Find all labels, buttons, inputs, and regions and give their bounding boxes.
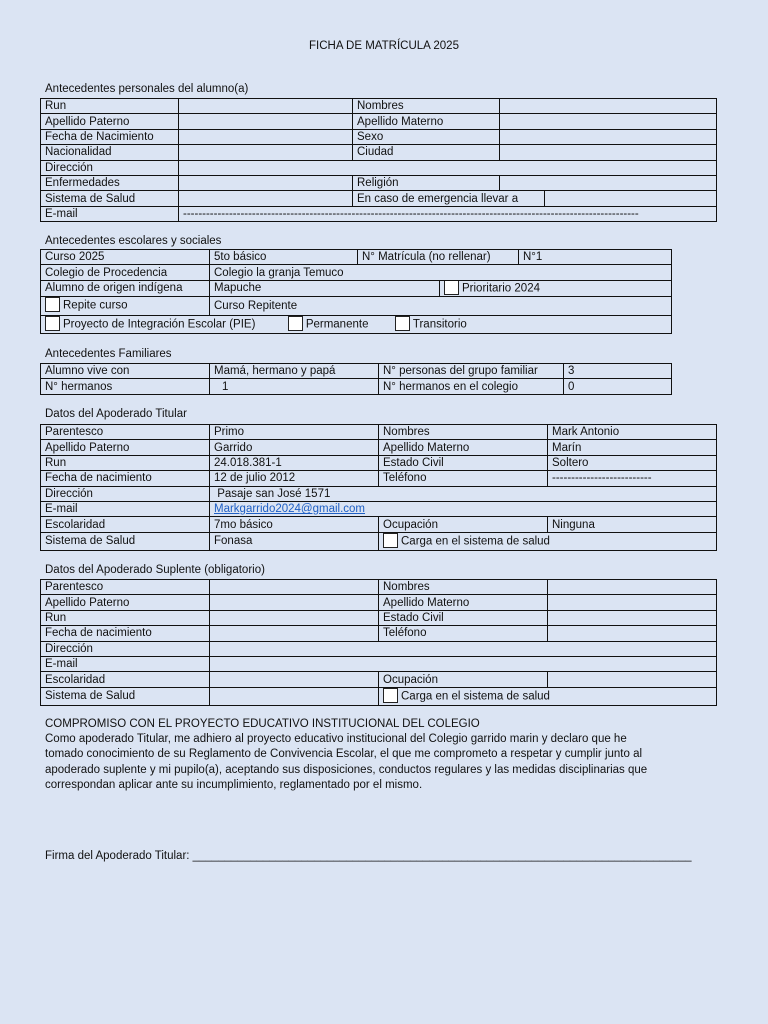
label-direccion: Dirección: [41, 486, 210, 501]
prioritario-label: Prioritario 2024: [462, 282, 540, 295]
carga-cell: [379, 687, 717, 705]
field-direccion[interactable]: [179, 160, 717, 175]
value-telefono: --------------------------: [548, 471, 717, 486]
label-sistema-salud: Sistema de Salud: [41, 532, 210, 550]
label-religion: Religión: [353, 175, 500, 190]
value-escolaridad: 7mo básico: [210, 517, 379, 532]
section-heading-apoderado-titular: Datos del Apoderado Titular: [45, 408, 187, 420]
page-title: FICHA DE MATRÍCULA 2025: [309, 40, 459, 52]
label-telefono: Teléfono: [379, 471, 548, 486]
label-ciudad: Ciudad: [353, 145, 500, 160]
table-row: [41, 250, 672, 265]
table-row: [41, 129, 717, 144]
table-row: [41, 610, 717, 625]
repite-checkbox[interactable]: [45, 297, 60, 312]
label-run: Run: [41, 455, 210, 470]
value-personas-grupo: 3: [564, 364, 672, 379]
field-run[interactable]: [210, 610, 379, 625]
label-estado-civil: Estado Civil: [379, 610, 548, 625]
firma-apoderado-titular[interactable]: Firma del Apoderado Titular: ______________________________________________________________________________: [45, 850, 692, 862]
value-fecha-nacimiento: 12 de julio 2012: [210, 471, 379, 486]
label-sistema-salud: Sistema de Salud: [41, 687, 210, 705]
value-email-cell: [210, 501, 717, 516]
label-sistema-salud: Sistema de Salud: [41, 191, 179, 206]
compromiso-line: apoderado suplente y mi pupilo(a), aceptando sus disposiciones, conductos regulares y las medidas disciplinarias que: [45, 763, 648, 776]
permanente-label: Permanente: [305, 318, 369, 331]
field-nombres[interactable]: [548, 580, 717, 595]
apoderado-titular-table: [40, 424, 717, 551]
table-row: [41, 687, 717, 705]
label-apellido-materno: Apellido Materno: [379, 440, 548, 455]
table-row: [41, 580, 717, 595]
value-ocupacion: Ninguna: [548, 517, 717, 532]
label-matricula: N° Matrícula (no rellenar): [358, 250, 519, 265]
field-apellido-materno[interactable]: [548, 595, 717, 610]
label-nombres: Nombres: [379, 425, 548, 440]
value-apellido-paterno: Garrido: [210, 440, 379, 455]
table-row: [41, 471, 717, 486]
label-hermanos: N° hermanos: [41, 379, 210, 394]
pie-cell: [41, 315, 672, 333]
repite-cell: [41, 296, 210, 315]
pie-checkbox[interactable]: [45, 316, 60, 331]
label-apellido-paterno: Apellido Paterno: [41, 595, 210, 610]
label-escolaridad: Escolaridad: [41, 517, 210, 532]
field-fecha-nacimiento[interactable]: [179, 129, 353, 144]
value-estado-civil: Soltero: [548, 455, 717, 470]
compromiso-section: [45, 717, 725, 793]
prioritario-checkbox[interactable]: [444, 280, 459, 295]
field-apellido-paterno[interactable]: [210, 595, 379, 610]
table-row: [41, 160, 717, 175]
label-email: E-mail: [41, 206, 179, 221]
field-sistema-salud[interactable]: [210, 687, 379, 705]
label-direccion: Dirección: [41, 160, 179, 175]
field-direccion[interactable]: [210, 641, 717, 656]
field-sistema-salud[interactable]: [179, 191, 353, 206]
label-parentesco: Parentesco: [41, 425, 210, 440]
apoderado-suplente-table: [40, 579, 717, 706]
label-fecha-nacimiento: Fecha de Nacimiento: [41, 129, 179, 144]
table-row: [41, 364, 672, 379]
label-nacionalidad: Nacionalidad: [41, 145, 179, 160]
table-row: [41, 280, 672, 296]
field-nombres[interactable]: [500, 99, 717, 114]
carga-cell: [379, 532, 717, 550]
value-hermanos: 1: [210, 379, 379, 394]
compromiso-heading: COMPROMISO CON EL PROYECTO EDUCATIVO INSTITUCIONAL DEL COLEGIO: [45, 718, 480, 730]
label-escolaridad: Escolaridad: [41, 672, 210, 687]
value-origen-indigena: Mapuche: [210, 280, 440, 296]
field-ciudad[interactable]: [500, 145, 717, 160]
table-row: [41, 517, 717, 532]
table-row: [41, 486, 717, 501]
repite-label: Repite curso: [63, 299, 128, 312]
label-sexo: Sexo: [353, 129, 500, 144]
field-escolaridad[interactable]: [210, 672, 379, 687]
label-colegio-procedencia: Colegio de Procedencia: [41, 265, 210, 280]
field-run[interactable]: [179, 99, 353, 114]
table-row: [41, 379, 672, 394]
label-origen-indigena: Alumno de origen indígena: [41, 280, 210, 296]
section-heading-familiares: Antecedentes Familiares: [45, 348, 172, 360]
value-colegio-procedencia: Colegio la granja Temuco: [210, 265, 672, 280]
table-row: [41, 206, 717, 221]
section-heading-apoderado-suplente: Datos del Apoderado Suplente (obligatorio): [45, 564, 265, 576]
value-nombres: Mark Antonio: [548, 425, 717, 440]
section-heading-escolares: Antecedentes escolares y sociales: [45, 235, 222, 247]
alumno-table: [40, 98, 717, 222]
field-fecha-nacimiento[interactable]: [210, 626, 379, 641]
table-row: [41, 656, 717, 671]
compromiso-line: correspondan aplicar ante su incumplimiento, reglamentado por el mismo.: [45, 778, 423, 791]
table-row: [41, 626, 717, 641]
label-parentesco: Parentesco: [41, 580, 210, 595]
email-link[interactable]: Markgarrido2024@gmail.com: [214, 503, 366, 516]
label-nombres: Nombres: [353, 99, 500, 114]
label-email: E-mail: [41, 501, 210, 516]
field-email[interactable]: -----------------------------------------------------------------------------------------------------------------------: [179, 206, 717, 221]
field-parentesco[interactable]: [210, 580, 379, 595]
field-emergencia[interactable]: [545, 191, 717, 206]
carga-label: Carga en el sistema de salud: [401, 690, 550, 703]
escolares-table: [40, 249, 672, 334]
table-row: [41, 672, 717, 687]
table-row: [41, 455, 717, 470]
table-row: [41, 315, 672, 333]
field-enfermedades[interactable]: [179, 175, 353, 190]
label-curso: Curso 2025: [41, 250, 210, 265]
value-repite: Curso Repitente: [210, 296, 672, 315]
table-row: [41, 265, 672, 280]
label-email: E-mail: [41, 656, 210, 671]
field-estado-civil[interactable]: [548, 610, 717, 625]
value-matricula: N°1: [519, 250, 672, 265]
field-telefono[interactable]: [548, 626, 717, 641]
table-row: [41, 114, 717, 129]
label-apellido-paterno: Apellido Paterno: [41, 440, 210, 455]
value-curso: 5to básico: [210, 250, 358, 265]
label-apellido-materno: Apellido Materno: [353, 114, 500, 129]
value-hermanos-colegio: 0: [564, 379, 672, 394]
label-hermanos-colegio: N° hermanos en el colegio: [379, 379, 564, 394]
field-sexo[interactable]: [500, 129, 717, 144]
field-religion[interactable]: [500, 175, 717, 190]
label-ocupacion: Ocupación: [379, 672, 548, 687]
label-personas-grupo: N° personas del grupo familiar: [379, 364, 564, 379]
label-nombres: Nombres: [379, 580, 548, 595]
label-enfermedades: Enfermedades: [41, 175, 179, 190]
table-row: [41, 595, 717, 610]
permanente-checkbox[interactable]: [288, 316, 303, 331]
table-row: [41, 532, 717, 550]
section-heading-alumno: Antecedentes personales del alumno(a): [45, 83, 249, 95]
value-apellido-materno: Marín: [548, 440, 717, 455]
compromiso-line: tomado conocimiento de su Reglamento de Convivencia Escolar, el que me comprometo a respetar y cumplir junto al: [45, 748, 643, 761]
table-row: [41, 191, 717, 206]
table-row: [41, 425, 717, 440]
value-vive-con: Mamá, hermano y papá: [210, 364, 379, 379]
table-row: [41, 641, 717, 656]
value-parentesco: Primo: [210, 425, 379, 440]
transitorio-checkbox[interactable]: [395, 316, 410, 331]
label-fecha-nacimiento: Fecha de nacimiento: [41, 626, 210, 641]
label-vive-con: Alumno vive con: [41, 364, 210, 379]
table-row: [41, 145, 717, 160]
label-run: Run: [41, 610, 210, 625]
table-row: [41, 296, 672, 315]
field-apellido-materno[interactable]: [500, 114, 717, 129]
prioritario-cell: [440, 280, 672, 296]
label-run: Run: [41, 99, 179, 114]
table-row: [41, 440, 717, 455]
table-row: [41, 501, 717, 516]
field-email[interactable]: [210, 656, 717, 671]
pie-label: Proyecto de Integración Escolar (PIE): [63, 318, 256, 331]
label-fecha-nacimiento: Fecha de nacimiento: [41, 471, 210, 486]
field-apellido-paterno[interactable]: [179, 114, 353, 129]
label-emergencia: En caso de emergencia llevar a: [353, 191, 545, 206]
label-estado-civil: Estado Civil: [379, 455, 548, 470]
table-row: [41, 99, 717, 114]
label-apellido-materno: Apellido Materno: [379, 595, 548, 610]
carga-checkbox[interactable]: [383, 533, 398, 548]
value-sistema-salud: Fonasa: [210, 532, 379, 550]
familiares-table: [40, 363, 672, 395]
label-telefono: Teléfono: [379, 626, 548, 641]
field-nacionalidad[interactable]: [179, 145, 353, 160]
label-ocupacion: Ocupación: [379, 517, 548, 532]
label-apellido-paterno: Apellido Paterno: [41, 114, 179, 129]
carga-label: Carga en el sistema de salud: [401, 535, 550, 548]
value-direccion: Pasaje san José 1571: [210, 486, 717, 501]
compromiso-line: Como apoderado Titular, me adhiero al proyecto educativo institucional del Colegio garrido marin y declaro que he: [45, 733, 627, 746]
value-run: 24.018.381-1: [210, 455, 379, 470]
label-direccion: Dirección: [41, 641, 210, 656]
transitorio-label: Transitorio: [412, 318, 467, 331]
carga-checkbox[interactable]: [383, 688, 398, 703]
field-ocupacion[interactable]: [548, 672, 717, 687]
table-row: [41, 175, 717, 190]
